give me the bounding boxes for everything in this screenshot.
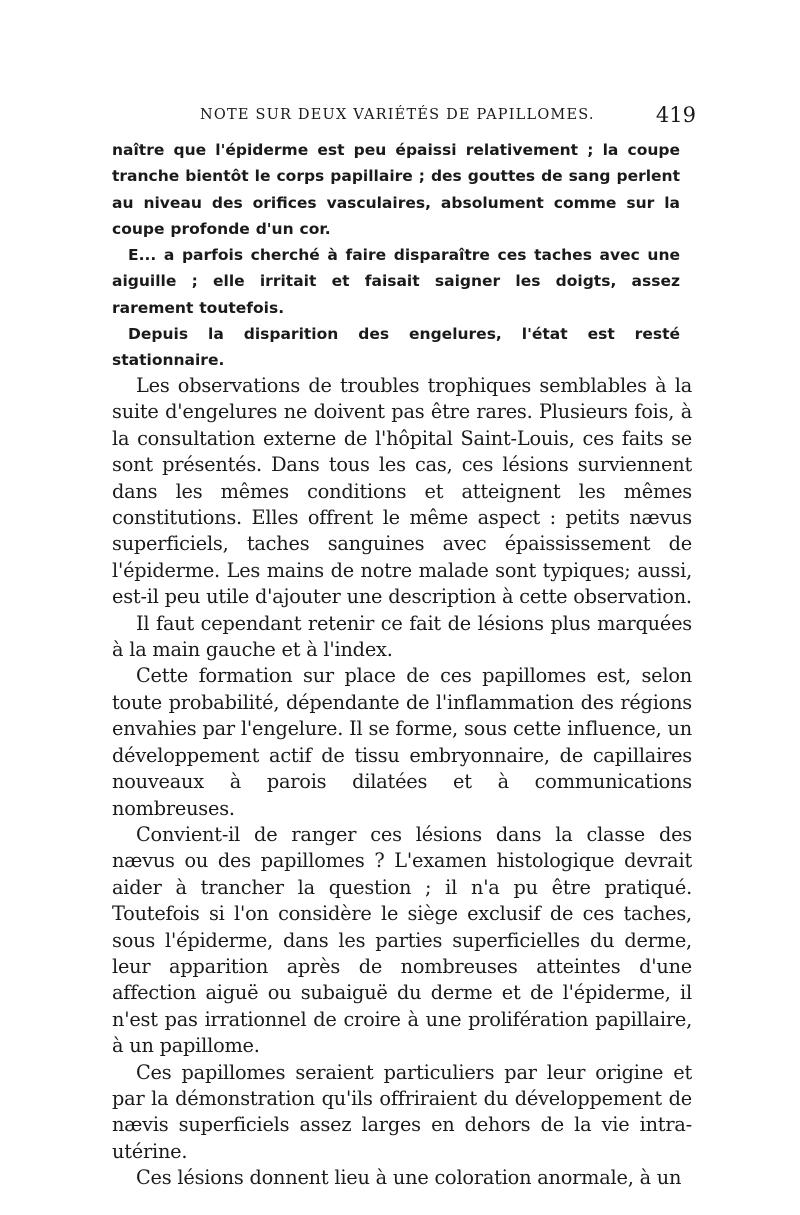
running-header [118,103,698,133]
running-title: NOTE SUR DEUX VARIÉTÉS DE PAPILLOMES. [200,107,595,123]
commentary-text [112,373,692,1192]
observation-paragraph: naître que l'épiderme est peu épaissi relativement ; la coupe tranche bientôt le corps papillaire ; des gouttes de sang perlent au niveau des orifices vasculaires, absolument comme sur la coupe profonde d'un cor. [112,141,680,238]
observation-paragraph: Depuis la disparition des engelures, l'état est resté stationnaire. [112,325,680,370]
observation-text [112,137,680,374]
commentary-paragraph: Ces papillomes seraient particuliers par leur origine et par la démonstration qu'ils offriraient du développement de nævis superficiels assez larges en dehors de la vie intra-utérine. [112,1060,692,1163]
commentary-paragraph: Ces lésions donnent lieu à une coloration anormale, à un [136,1166,682,1190]
commentary-paragraph: Convient-il de ranger ces lésions dans la classe des nævus ou des papillomes ? L'examen histologique devrait aider à trancher la question ; il n'a pu être pratiqué. Toutefois si l'on considère le siège exclusif de ces taches, sous l'épiderme, dans les parties superficielles du derme, leur apparition après de nombreuses atteintes d'une affection aiguë ou subaiguë du derme et de l'épiderme, il n'est pas irrationnel de croire à une prolifération papillaire, à un papillome. [112,822,692,1058]
commentary-paragraph: Les observations de troubles trophiques semblables à la suite d'engelures ne doivent pas être rares. Plusieurs fois, à la consultation externe de l'hôpital Saint-Louis, ces faits se sont présentés. Dans tous les cas, ces lésions surviennent dans les mêmes conditions et atteignent les mêmes constitutions. Elles offrent le même aspect : petits nævus superficiels, taches sanguines avec épaississement de l'épiderme. Les mains de notre malade sont typiques; aussi, est-il peu utile d'ajouter une description à cette observation. [112,374,692,609]
commentary-paragraph: Cette formation sur place de ces papillomes est, selon toute probabilité, dépendante de l'inflammation des régions envahies par l'engelure. Il se forme, sous cette influence, un développement actif de tissu embryonnaire, de capillaires nouveaux à parois dilatées et à communications nombreuses. [112,664,692,820]
observation-paragraph: E... a parfois cherché à faire disparaître ces taches avec une aiguille ; elle irritait et faisait saigner les doigts, assez rarement toutefois. [112,246,680,317]
page-number: 419 [655,103,696,127]
commentary-paragraph: Il faut cependant retenir ce fait de lésions plus marquées à la main gauche et à l'index. [112,611,692,662]
